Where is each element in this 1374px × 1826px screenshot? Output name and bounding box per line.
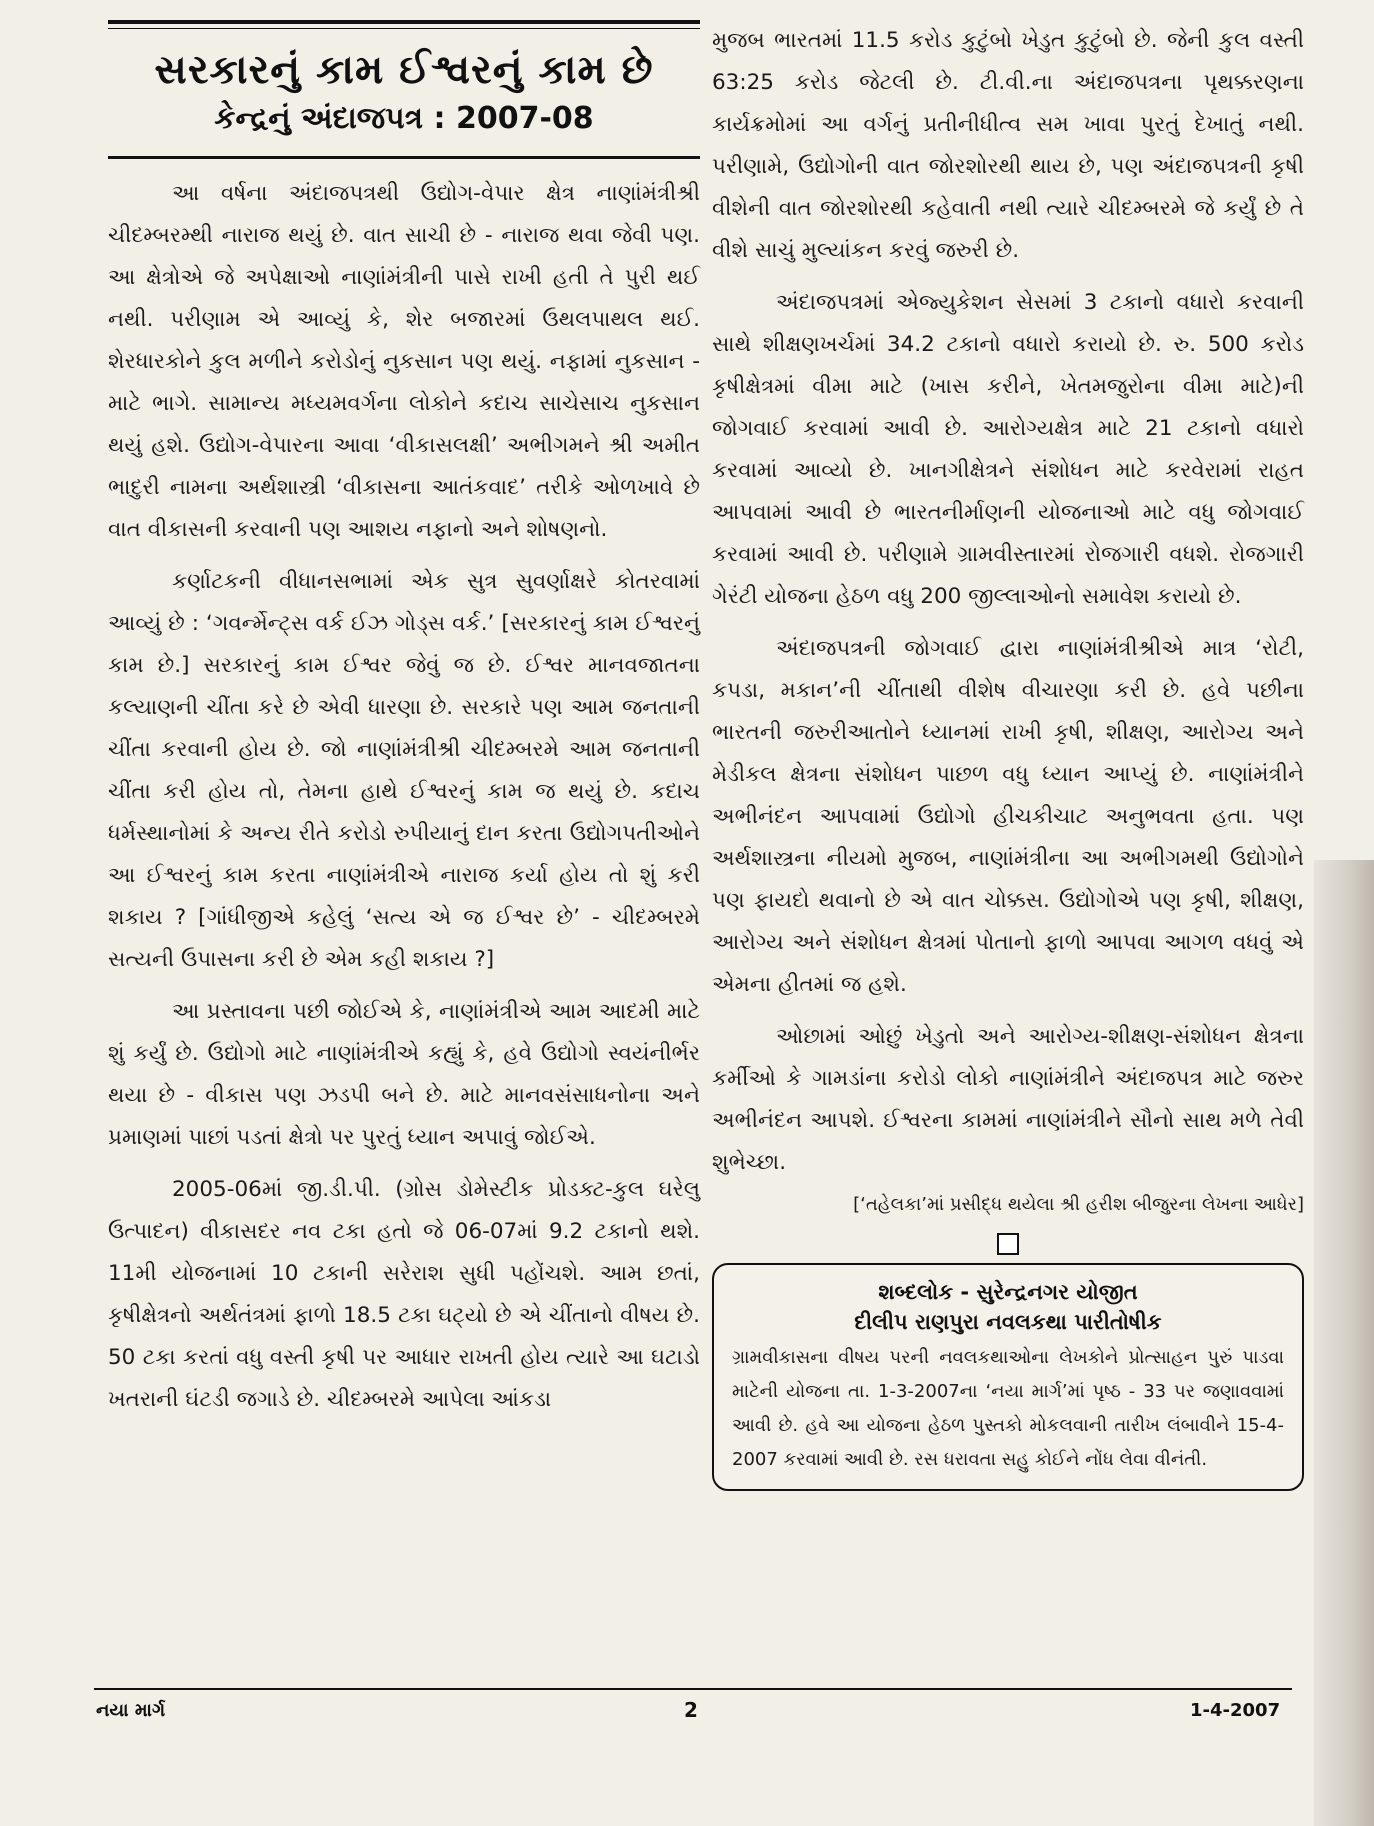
torn-page-edge: [1314, 860, 1374, 1826]
notice-body: ગ્રામવીકાસના વીષય પરની નવલકથાઓના લેખકોને પ્રોત્સાહન પુરું પાડવા માટેની યોજના તા. 1-3-2007ના ‘નયા માર્ગ’માં પૃષ્ઠ - 33 પર જણાવવામાં આવી છે. હવે આ યોજના હેઠળ પુસ્તકો મોકલવાની તારીખ લંબાવીને 15-4-2007 કરવામાં આવી છે. રસ ધરાવતા સહુ કોઈને નોંધ લેવા વીનંતી.: [732, 1347, 1284, 1470]
article-end-mark: [997, 1233, 1019, 1255]
footer-publication: નયા માર્ગ: [96, 1700, 166, 1721]
paragraph-left-3: આ પ્રસ્તાવના પછી જોઈએ કે, નાણાંમંત્રીએ આમ આદમી માટે શું કર્યું છે. ઉદ્યોગો માટે નાણાંમંત્રીએ કહ્યું કે, હવે ઉદ્યોગો સ્વયંનીર્ભર થયા છે - વીકાસ પણ ઝડપી બને છે. માટે માનવસંસાધનોના અને પ્રમાણમાં પાછાં પડતાં ક્ષેત્રો પર પુરતું ધ્યાન અપાવું જોઈએ.: [108, 999, 700, 1150]
paragraph-right-3: ઓછામાં ઓછું ખેડુતો અને આરોગ્ય-શીક્ષણ-સંશોધન ક્ષેત્રના કર્મીઓ કે ગામડાંના કરોડો લોકો નાણાંમંત્રીને અંદાજપત્ર માટે જરુર અભીનંદન આપશે. ઈશ્વરના કામમાં નાણાંમંત્રીને સૌનો સાથ મળે તેવી શુભેચ્છા.: [712, 1024, 1304, 1175]
paragraph-right-2: અંદાજપત્રની જોગવાઈ દ્વારા નાણાંમંત્રીશ્રીએ માત્ર ‘રોટી, કપડા, મકાન’ની ચીંતાથી વીશેષ વીચારણા કરી છે. હવે પછીના ભારતની જરુરીઆતોને ધ્યાનમાં રાખી કૃષી, શીક્ષણ, આરોગ્ય અને મેડીકલ ક્ષેત્રના સંશોધન પાછળ વધુ ધ્યાન આપ્યું છે. નાણાંમંત્રીને અભીનંદન આપવામાં ઉદ્યોગો હીચકીચાટ અનુભવતા હતા. પણ અર્થશાસ્ત્રના નીયમો મુજબ, નાણાંમંત્રીના આ અભીગમથી ઉદ્યોગોને પણ ફાયદો થવાનો છે એ વાત ચોક્કસ. ઉદ્યોગોએ પણ કૃષી, શીક્ષણ, આરોગ્ય અને સંશોધન ક્ષેત્રમાં પોતાનો ફાળો આપવા આગળ વધવું એ એમના હીતમાં જ હશે.: [712, 636, 1304, 997]
footer-page-number: 2: [684, 1698, 698, 1722]
article-subtitle: કેન્દ્રનું અંદાજપત્ર : 2007-08: [214, 101, 594, 136]
footer-rule: [94, 1688, 1292, 1690]
paragraph-left-2: કર્ણાટકની વીધાનસભામાં એક સુત્ર સુવર્ણાક્ષરે કોતરવામાં આવ્યું છે : ‘ગવર્ન્મેન્ટ્સ વર્ક ઈઝ ગોડ્સ વર્ક.’ [સરકારનું કામ ઈશ્વરનું કામ છે.] સરકારનું કામ ઈશ્વર જેવું જ છે. ઈશ્વર માનવજાતના કલ્યાણની ચીંતા કરે છે એવી ધારણા છે. સરકારે પણ આમ જનતાની ચીંતા કરવાની હોય છે. જો નાણાંમંત્રીશ્રી ચીદમ્બરમે આમ જનતાની ચીંતા કરી હોય તો, તેમના હાથે ઈશ્વરનું કામ જ થયું છે. કદાચ ધર્મસ્થાનોમાં કે અન્ય રીતે કરોડો રુપીયાનું દાન કરતા ઉદ્યોગપતીઓને આ ઈશ્વરનું કામ કરતા નાણાંમંત્રીએ નારાજ કર્યા હોય તો શું કરી શકાય ? [ગાંધીજીએ કહેલું ‘સત્ય એ જ ઈશ્વર છે’ - ચીદમ્બરમે સત્યની ઉપાસના કરી છે એમ કહી શકાય ?]: [108, 569, 700, 972]
notice-title-line1: શબ્દલોક - સુરેન્દ્રનગર યોજીત: [878, 1280, 1138, 1304]
right-column: [712, 20, 1304, 1491]
title-rule-top: [108, 20, 700, 24]
paragraph-right-continuation: મુજબ ભારતમાં 11.5 કરોડ કુટુંબો ખેડુત કુટુંબો છે. જેની કુલ વસ્તી 63:25 કરોડ જેટલી છે. ટી.વી.ના અંદાજપત્રના પૃથક્કરણના કાર્યક્રમોમાં આ વર્ગનું પ્રતીનીધીત્વ સમ ખાવા પુરતું દેખાતું નથી. પરીણામે, ઉદ્યોગોની વાત જોરશોરથી થાય છે, પણ અંદાજપત્રની કૃષી વીશેની વાત જોરશોરથી કહેવાતી નથી ત્યારે ચીદમ્બરમે જે કર્યું છે તે વીશે સાચું મુલ્યાંકન કરવું જરુરી છે.: [712, 28, 1304, 263]
paragraph-right-1: અંદાજપત્રમાં એજ્યુકેશન સેસમાં 3 ટકાનો વધારો કરવાની સાથે શીક્ષણખર્ચમાં 34.2 ટકાનો વધારો કરાયો છે. રુ. 500 કરોડ કૃષીક્ષેત્રમાં વીમા માટે (ખાસ કરીને, ખેતમજુરોના વીમા માટે)ની જોગવાઈ કરવામાં આવી છે. આરોગ્યક્ષેત્ર માટે 21 ટકાનો વધારો કરવામાં આવ્યો છે. ખાનગીક્ષેત્રને સંશોધન માટે કરવેરામાં રાહત આપવામાં આવી છે ભારતનીર્માણની યોજનાઓ માટે વધુ જોગવાઈ કરવામાં આવી છે. પરીણામે ગ્રામવીસ્તારમાં રોજગારી વધશે. રોજગારી ગેરંટી યોજના હેઠળ વધુ 200 જીલ્લાઓનો સમાવેશ કરાયો છે.: [712, 290, 1304, 609]
article-title: સરકારનું કામ ઈશ્વરનું કામ છે: [154, 47, 654, 93]
notice-title-line2: દીલીપ રાણપુરા નવલકથા પારીતોષીક: [854, 1310, 1162, 1334]
notice-box: [712, 1263, 1304, 1491]
source-note: [‘તહેલકા’માં પ્રસીદ્ધ થયેલા શ્રી હરીશ બીજુરના લેખના આધેર]: [853, 1194, 1304, 1215]
paragraph-left-1: આ વર્ષના અંદાજપત્રથી ઉદ્યોગ-વેપાર ક્ષેત્ર નાણાંમંત્રીશ્રી ચીદમ્બરમ્થી નારાજ થયું છે. વાત સાચી છે - નારાજ થવા જેવી પણ. આ ક્ષેત્રોએ જે અપેક્ષાઓ નાણાંમંત્રીની પાસે રાખી હતી તે પુરી થઈ નથી. પરીણામ એ આવ્યું કે, શેર બજારમાં ઉથલપાથલ થઈ. શેરધારકોને કુલ મળીને કરોડોનું નુકસાન પણ થયું. નફામાં નુકસાન - માટે ભાગે. સામાન્ય મધ્યમવર્ગના લોકોને કદાચ સાચેસાચ નુકસાન થયું હશે. ઉદ્યોગ-વેપારના આવા ‘વીકાસલક્ષી’ અભીગમને શ્રી અમીત ભાદુરી નામના અર્થશાસ્ત્રી ‘વીકાસના આતંકવાદ’ તરીકે ઓળખાવે છે વાત વીકાસની કરવાની પણ આશય નફાનો અને શોષણનો.: [108, 181, 700, 542]
footer-date: 1-4-2007: [1190, 1700, 1281, 1721]
left-column: [108, 20, 700, 1431]
title-rule-top-thin: [108, 28, 700, 29]
paragraph-left-4: 2005-06માં જી.ડી.પી. (ગ્રોસ ડોમેસ્ટીક પ્રોડક્ટ-કુલ ઘરેલુ ઉત્પાદન) વીકાસદર નવ ટકા હતો જે 06-07માં 9.2 ટકાનો થશે. 11મી યોજનામાં 10 ટકાની સરેરાશ સુધી પહોંચશે. આમ છતાં, કૃષીક્ષેત્રનો અર્થતંત્રમાં ફાળો 18.5 ટકા ઘટ્યો છે એ ચીંતાનો વીષય છે. 50 ટકા કરતાં વધુ વસ્તી કૃષી પર આધાર રાખતી હોય ત્યારે આ ઘટાડો ખતરાની ઘંટડી જગાડે છે. ચીદમ્બરમે આપેલા આંકડા: [108, 1177, 700, 1412]
title-rule-bottom: [108, 156, 700, 159]
